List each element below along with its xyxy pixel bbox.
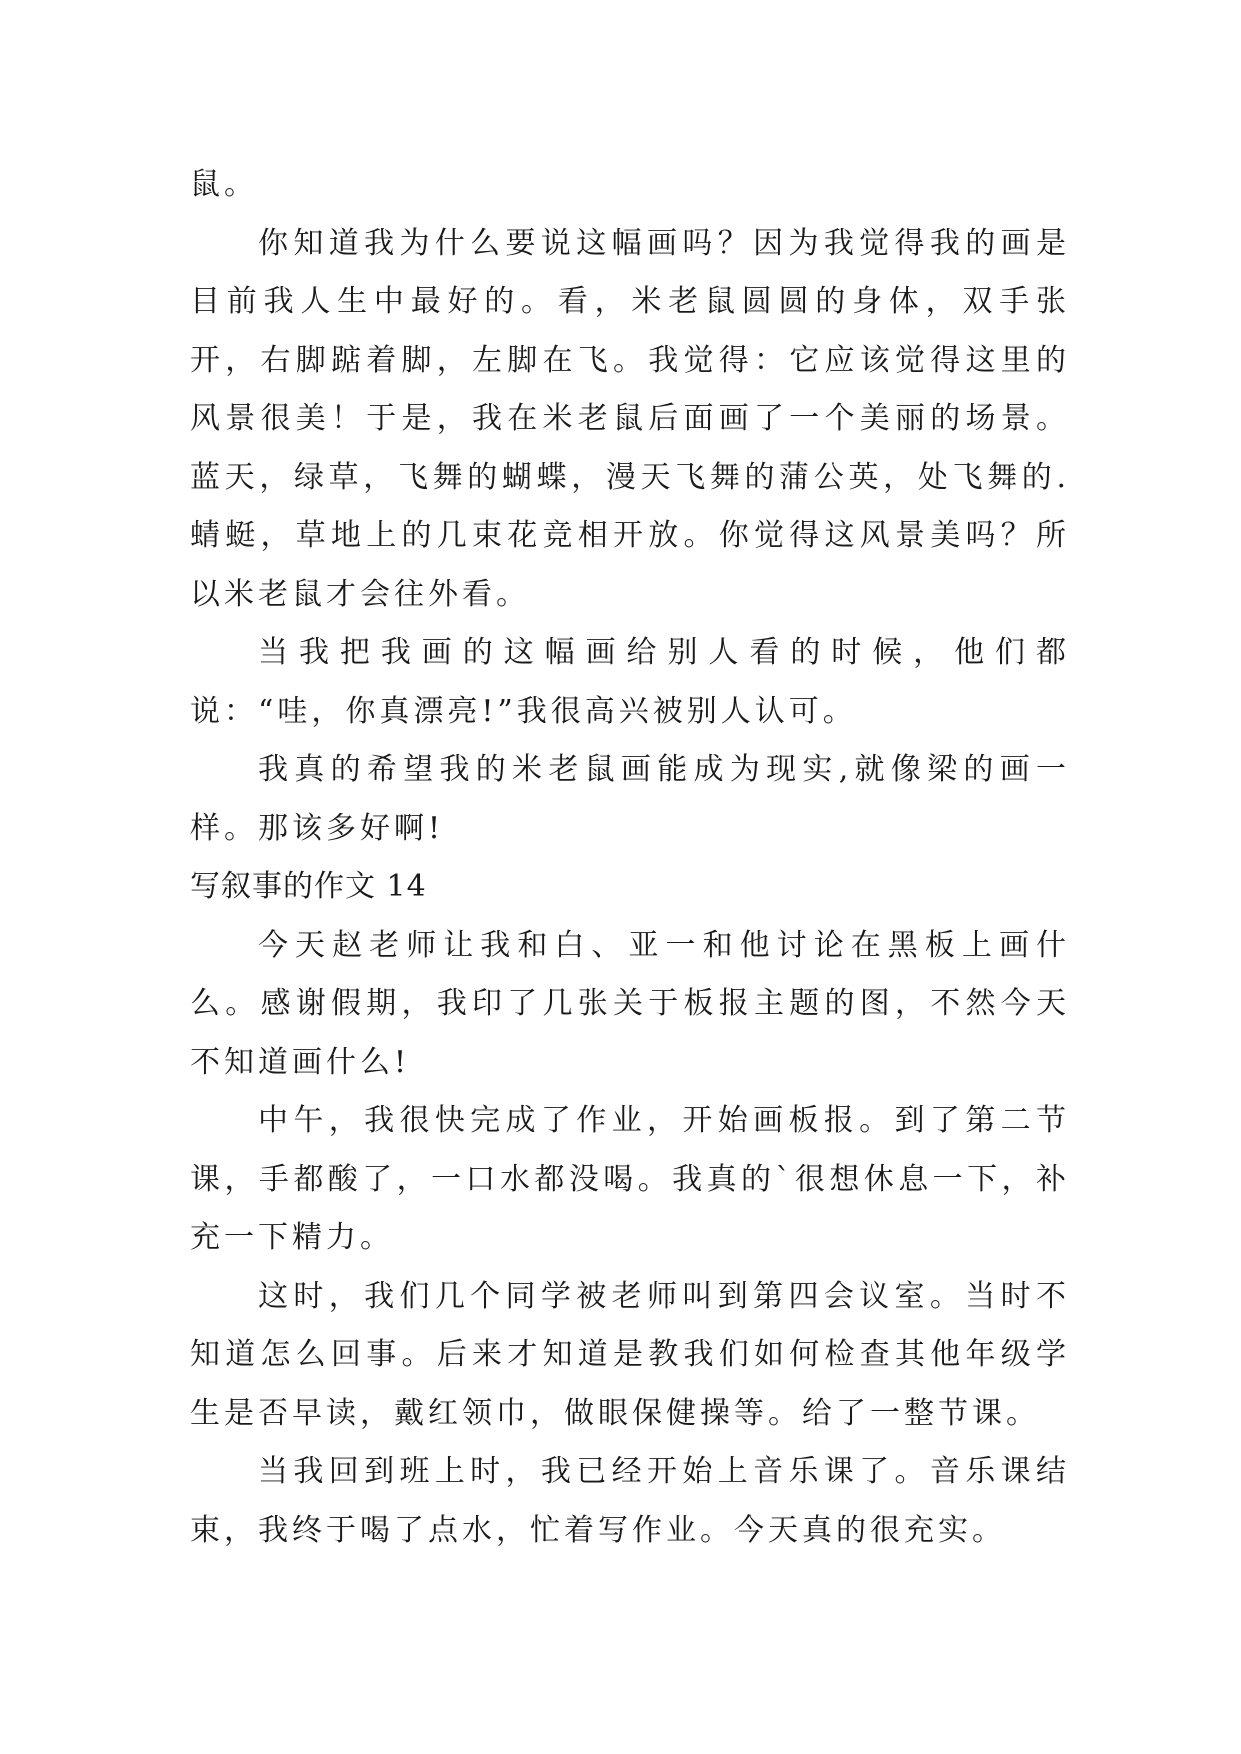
paragraph-1: 鼠。: [190, 167, 258, 202]
paragraph-7: 这时，我们几个同学被老师叫到第四会议室。当时不知道怎么回事。后来才知道是教我们如何检查其他年级学生是否早读，戴红领巾，做眼保健操等。给了一整节课。: [190, 1278, 1070, 1431]
paragraph-8: 当我回到班上时，我已经开始上音乐课了。音乐课结束，我终于喝了点水，忙着写作业。今天真的很充实。: [190, 1454, 1070, 1548]
paragraph-3: 当我把我画的这幅画给别人看的时候，他们都说：“哇，你真漂亮!”我很高兴被别人认可。: [190, 635, 1070, 729]
section-heading: 写叙事的作文 14: [190, 869, 427, 904]
paragraph-2: 你知道我为什么要说这幅画吗？因为我觉得我的画是目前我人生中最好的。看，米老鼠圆圆的身体，双手张开，右脚踮着脚，左脚在飞。我觉得：它应该觉得这里的风景很美！于是，我在米老鼠后面画了一个美丽的场景。蓝天，绿草，飞舞的蝴蝶，漫天飞舞的蒲公英，处飞舞的.蜻蜓，草地上的几束花竞相开放。你觉得这风景美吗？所以米老鼠才会往外看。: [190, 225, 1070, 612]
document-body: [190, 156, 1070, 1560]
paragraph-4: 我真的希望我的米老鼠画能成为现实,就像梁的画一样。那该多好啊!: [190, 752, 1070, 846]
paragraph-6: 中午，我很快完成了作业，开始画板报。到了第二节课，手都酸了，一口水都没喝。我真的`很想休息一下，补充一下精力。: [190, 1103, 1070, 1255]
paragraph-5: 今天赵老师让我和白、亚一和他讨论在黑板上画什么。感谢假期，我印了几张关于板报主题的图，不然今天不知道画什么!: [190, 927, 1070, 1080]
